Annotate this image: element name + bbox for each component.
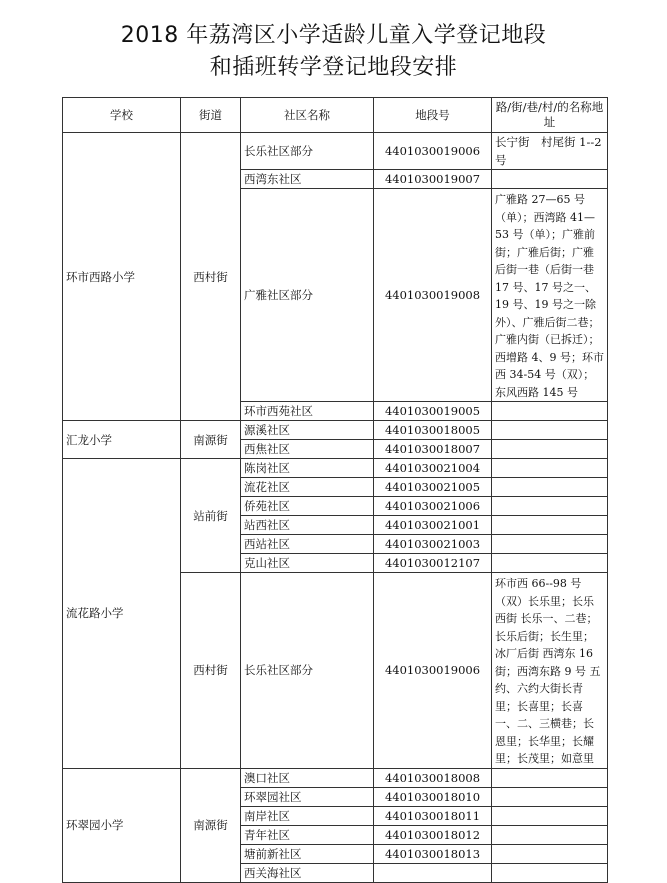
header-address: 路/街/巷/村/的名称地址 xyxy=(492,98,608,133)
code-cell: 4401030021004 xyxy=(374,459,492,478)
address-cell xyxy=(492,863,608,882)
community-cell: 侨苑社区 xyxy=(241,497,374,516)
street-cell: 西村街 xyxy=(181,573,241,769)
header-community: 社区名称 xyxy=(241,98,374,133)
code-cell: 4401030018012 xyxy=(374,825,492,844)
address-cell xyxy=(492,768,608,787)
street-cell: 站前街 xyxy=(181,459,241,573)
code-cell: 4401030019007 xyxy=(374,170,492,189)
street-cell: 西村街 xyxy=(181,133,241,421)
page-title: 2018 年荔湾区小学适龄儿童入学登记地段 xyxy=(120,23,547,48)
page-subtitle: 和插班转学登记地段安排 xyxy=(209,55,458,80)
community-cell: 站西社区 xyxy=(241,516,374,535)
community-cell: 南岸社区 xyxy=(241,806,374,825)
header-district-code: 地段号 xyxy=(374,98,492,133)
address-cell xyxy=(492,825,608,844)
community-cell: 塘前新社区 xyxy=(241,844,374,863)
code-cell: 4401030019006 xyxy=(374,133,492,170)
address-cell xyxy=(492,554,608,573)
code-cell xyxy=(374,863,492,882)
community-cell: 环市西苑社区 xyxy=(241,402,374,421)
community-cell: 西焦社区 xyxy=(241,440,374,459)
school-cell: 环市西路小学 xyxy=(63,133,181,421)
code-cell: 4401030021001 xyxy=(374,516,492,535)
address-cell xyxy=(492,170,608,189)
address-cell: 环市西 66--98 号（双）长乐里；长乐西街 长乐一、二巷；长乐后街；长生里；冰厂后街 西湾东 16 街；西湾东路 9 号 五约、六约大街长青里；长喜里；长喜一、二、三横巷；长恩里；长华里；长耀里；长茂里；如意里 xyxy=(492,573,608,769)
community-cell: 澳口社区 xyxy=(241,768,374,787)
table-row xyxy=(63,459,608,478)
table-row xyxy=(63,768,608,787)
code-cell: 4401030018005 xyxy=(374,421,492,440)
community-cell: 西湾东社区 xyxy=(241,170,374,189)
code-cell: 4401030018011 xyxy=(374,806,492,825)
code-cell: 4401030019006 xyxy=(374,573,492,769)
street-cell: 南源街 xyxy=(181,768,241,882)
code-cell: 4401030019008 xyxy=(374,189,492,402)
address-cell: 长宁街 村尾街 1--2 号 xyxy=(492,133,608,170)
address-cell xyxy=(492,459,608,478)
address-cell: 广雅路 27—65 号（单）；西湾路 41—53 号（单）；广雅前街；广雅后街；广雅后街一巷（后街一巷 17 号、17 号之一、19 号、19 号之一除外）、广雅后街二巷；广雅内街（已拆迁）；西增路 4、9 号；环市西 34-54 号（双）；东风西路 145 号 xyxy=(492,189,608,402)
street-cell: 南源街 xyxy=(181,421,241,459)
school-cell: 汇龙小学 xyxy=(63,421,181,459)
table-row xyxy=(63,421,608,440)
community-cell: 广雅社区部分 xyxy=(241,189,374,402)
header-street: 街道 xyxy=(181,98,241,133)
community-cell: 克山社区 xyxy=(241,554,374,573)
community-cell: 流花社区 xyxy=(241,478,374,497)
community-cell: 西关海社区 xyxy=(241,863,374,882)
code-cell: 4401030021005 xyxy=(374,478,492,497)
address-cell xyxy=(492,806,608,825)
address-cell xyxy=(492,402,608,421)
community-cell: 青年社区 xyxy=(241,825,374,844)
code-cell: 4401030012107 xyxy=(374,554,492,573)
code-cell: 4401030018013 xyxy=(374,844,492,863)
code-cell: 4401030021003 xyxy=(374,535,492,554)
code-cell: 4401030018008 xyxy=(374,768,492,787)
address-cell xyxy=(492,497,608,516)
table-row xyxy=(63,133,608,170)
community-cell: 源溪社区 xyxy=(241,421,374,440)
community-cell: 长乐社区部分 xyxy=(241,573,374,769)
community-cell: 陈岗社区 xyxy=(241,459,374,478)
address-cell xyxy=(492,787,608,806)
school-cell: 环翠园小学 xyxy=(63,768,181,882)
address-cell xyxy=(492,421,608,440)
address-cell xyxy=(492,440,608,459)
code-cell: 4401030019005 xyxy=(374,402,492,421)
address-cell xyxy=(492,535,608,554)
address-cell xyxy=(492,478,608,497)
header-school: 学校 xyxy=(63,98,181,133)
school-cell: 流花路小学 xyxy=(63,459,181,769)
community-cell: 西站社区 xyxy=(241,535,374,554)
address-cell xyxy=(492,516,608,535)
code-cell: 4401030018007 xyxy=(374,440,492,459)
code-cell: 4401030018010 xyxy=(374,787,492,806)
community-cell: 环翠园社区 xyxy=(241,787,374,806)
code-cell: 4401030021006 xyxy=(374,497,492,516)
address-cell xyxy=(492,844,608,863)
table-header-row xyxy=(63,98,608,133)
enrollment-table xyxy=(62,97,608,883)
community-cell: 长乐社区部分 xyxy=(241,133,374,170)
